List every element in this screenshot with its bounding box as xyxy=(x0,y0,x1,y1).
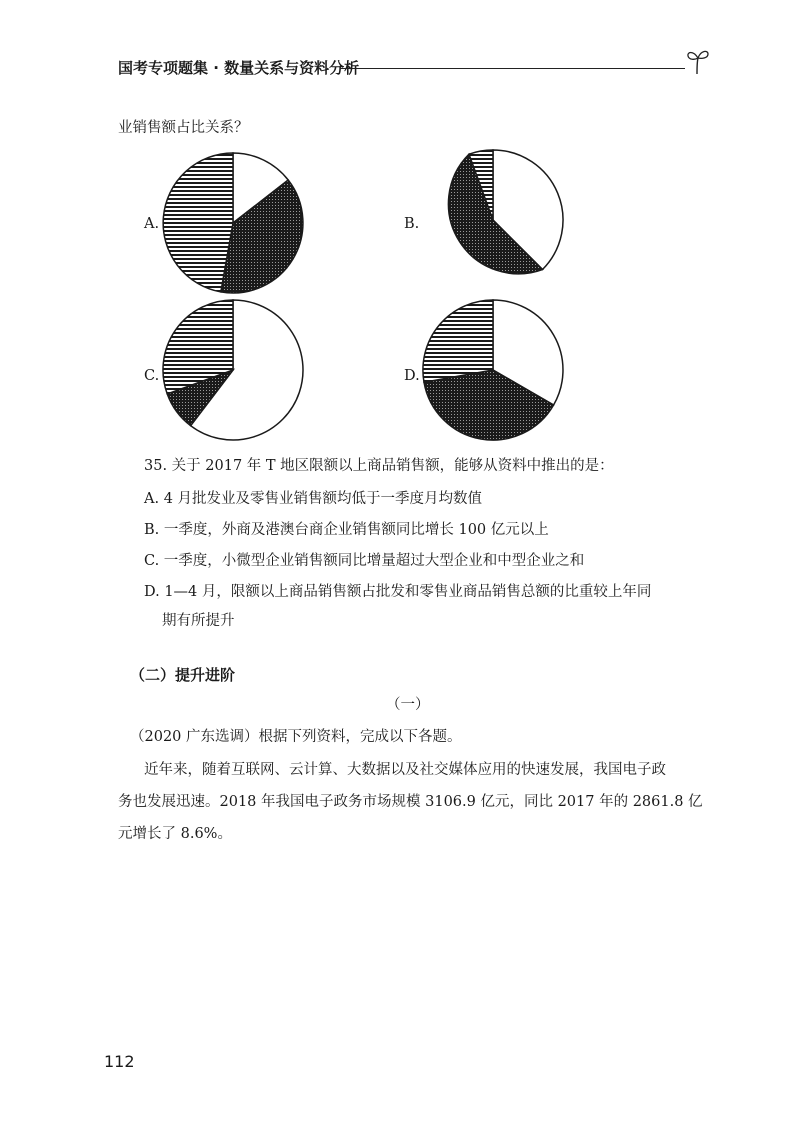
pie-option-a xyxy=(160,150,306,296)
pie-option-c xyxy=(160,296,306,444)
page-header xyxy=(118,54,708,86)
header-title: 国考专项题集 · 数量关系与资料分析 xyxy=(118,59,360,77)
option-a-label: A. xyxy=(144,216,160,232)
page-number: 112 xyxy=(104,1052,135,1071)
option-c-label: C. xyxy=(144,368,160,384)
paragraph-line-3: 元增长了 8.6%。 xyxy=(118,826,232,842)
question-stem: 35. 关于 2017 年 T 地区限额以上商品销售额，能够从资料中推出的是： xyxy=(144,458,614,474)
question-intro-fragment: 业销售额占比关系？ xyxy=(118,120,249,136)
section-heading: （二）提升进阶 xyxy=(130,666,236,684)
answer-option-d-continued: 期有所提升 xyxy=(162,613,235,629)
paragraph-line-1: 近年来，随着互联网、云计算、大数据以及社交媒体应用的快速发展，我国电子政 xyxy=(144,762,666,778)
paragraph-line-2: 务也发展迅速。2018 年我国电子政务市场规模 3106.9 亿元，同比 2017 年的 2861.8 亿 xyxy=(118,794,703,810)
header-rule xyxy=(340,68,685,69)
sub-heading: （一） xyxy=(386,697,430,713)
answer-option-a: A. 4 月批发业及零售业销售额均低于一季度月均数值 xyxy=(144,491,483,507)
option-d-label: D. xyxy=(404,368,420,384)
answer-option-c: C. 一季度，小微型企业销售额同比增量超过大型企业和中型企业之和 xyxy=(144,553,585,569)
pie-option-d xyxy=(420,296,566,444)
pie-option-b xyxy=(420,146,566,294)
answer-option-d: D. 1—4 月，限额以上商品销售额占批发和零售业商品销售总额的比重较上年同 xyxy=(144,584,652,600)
pie-a-slice-stripes xyxy=(163,153,233,292)
pie-d-slice-stripes xyxy=(423,300,493,382)
source-line: （2020 广东选调）根据下列资料，完成以下各题。 xyxy=(130,729,462,745)
answer-option-b: B. 一季度，外商及港澳台商企业销售额同比增长 100 亿元以上 xyxy=(144,522,549,538)
option-b-label: B. xyxy=(404,216,420,232)
sprout-icon xyxy=(685,46,711,76)
